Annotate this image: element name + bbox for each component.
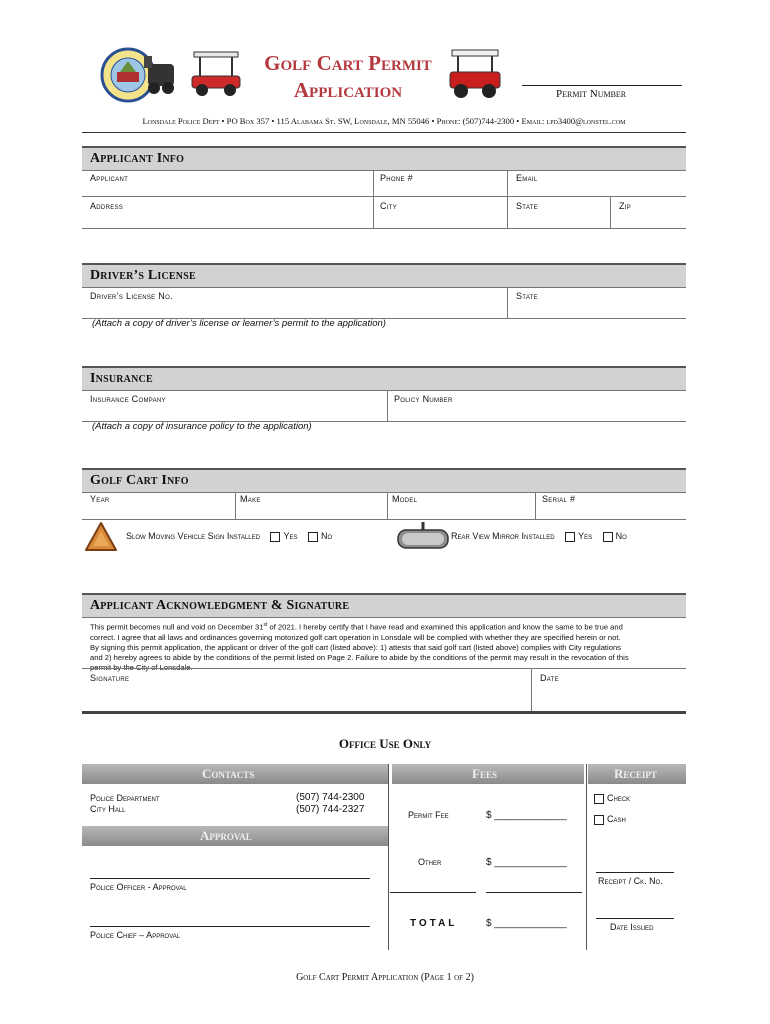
cash-checkbox[interactable] — [594, 815, 604, 825]
phone-field[interactable]: Phone # — [374, 170, 508, 197]
fees-right-divider — [586, 764, 587, 950]
license-attach-note: (Attach a copy of driver’s license or learner’s permit to the application) — [92, 318, 386, 329]
form-title-line2: Application — [293, 78, 403, 102]
cash-label: Cash — [607, 814, 626, 824]
insurance-company-field[interactable]: Insurance Company — [82, 390, 388, 422]
permit-number-label: Permit Number — [556, 88, 627, 100]
total-amount[interactable]: $ _____________ — [486, 918, 567, 929]
mirror-yes-label: Yes — [578, 531, 593, 541]
check-checkbox[interactable] — [594, 794, 604, 804]
acknowledgment-text: This permit becomes null and void on December 31st of 2021. I hereby certify that I have read and examined this application and know the same to be true and correct. I agree that all laws and ordinances governing motorized golf cart operation in Lonsdale will be complied with whether they are specified herein or not. By signing this permit application, the applicant or driver of the golf cart (listed above): 1) attests that said golf cart (listed above) complies with City regulations and 2) hereby agrees to abide by the conditions of the permit listed on Page 2. Failure to abide by the conditions of the permit may result in the revocation of this permit by the City of Lonsdale. — [90, 622, 629, 672]
smv-no-label: No — [320, 531, 333, 541]
officer-approval-label: Police Officer - Approval — [90, 882, 187, 892]
police-dept-name: Police Department — [90, 793, 160, 803]
contacts-bar: Contacts — [82, 764, 388, 784]
check-label: Check — [607, 793, 631, 803]
signature-field[interactable]: Signature — [82, 668, 532, 712]
smv-sign-label: Slow Moving Vehicle Sign Installed — [126, 531, 260, 541]
chief-approval-label: Police Chief – Approval — [90, 930, 181, 940]
permit-fee-amount[interactable]: $ _____________ — [486, 810, 567, 821]
make-field[interactable]: Make — [236, 492, 388, 520]
acknowledgment-header: Applicant Acknowledgment & Signature — [82, 593, 686, 618]
zip-field[interactable]: Zip — [611, 197, 686, 229]
other-description-line[interactable] — [390, 892, 476, 893]
date-field[interactable]: Date — [532, 668, 686, 712]
insurance-header: Insurance — [82, 366, 686, 391]
city-hall-phone: (507) 744-2327 — [296, 804, 365, 815]
date-issued-label: Date Issued — [610, 922, 654, 932]
drivers-license-number-field[interactable]: Driver’s License No. — [82, 287, 508, 319]
date-issued-line[interactable] — [596, 918, 674, 919]
model-field[interactable]: Model — [388, 492, 536, 520]
check-option — [594, 793, 630, 804]
fees-bar: Fees — [392, 764, 584, 784]
fees-left-divider — [388, 764, 389, 950]
golf-cart-white-image — [188, 50, 244, 98]
officer-approval-line[interactable] — [90, 878, 370, 879]
approval-bar: Approval — [82, 826, 388, 846]
ack-bottom-rule — [82, 711, 686, 714]
rear-view-mirror-question — [451, 531, 627, 542]
smv-no-checkbox[interactable] — [308, 532, 318, 542]
other-amount-underline — [486, 892, 582, 893]
license-state-field[interactable]: State — [508, 287, 686, 319]
applicant-field[interactable]: Applicant — [82, 170, 374, 197]
city-field[interactable]: City — [374, 197, 508, 229]
smv-yes-label: Yes — [283, 531, 298, 541]
department-address: Lonsdale Police Dept • PO Box 357 • 115 Alabama St. SW, Lonsdale, MN 55046 • Phone: (507)744-2300 • Email: lpd3400@lonstel.com — [142, 116, 626, 126]
permit-fee-label: Permit Fee — [408, 810, 449, 820]
email-field[interactable]: Email — [508, 170, 686, 197]
mirror-no-label: No — [615, 531, 627, 541]
drivers-license-header: Driver’s License — [82, 263, 686, 288]
chief-approval-line[interactable] — [90, 926, 370, 927]
insurance-attach-note: (Attach a copy of insurance policy to the application) — [92, 421, 312, 432]
slow-moving-vehicle-sign-icon — [84, 521, 118, 558]
mirror-yes-checkbox[interactable] — [565, 532, 575, 542]
smv-sign-question — [126, 531, 332, 542]
receipt-bar: Receipt — [588, 764, 686, 784]
rear-view-mirror-icon — [396, 520, 450, 557]
other-fee-amount[interactable]: $ _____________ — [486, 857, 567, 868]
other-fee-label: Other — [418, 857, 442, 867]
address-field[interactable]: Address — [82, 197, 374, 229]
office-use-only-title: Office Use Only — [338, 736, 432, 751]
contact-phones — [296, 792, 364, 816]
header-divider — [82, 132, 686, 133]
permit-number-line[interactable] — [522, 85, 682, 86]
serial-field[interactable]: Serial # — [536, 492, 686, 520]
golf-cart-info-header: Golf Cart Info — [82, 468, 686, 493]
page-footer: Golf Cart Permit Application (Page 1 of 2) — [296, 972, 474, 983]
year-field[interactable]: Year — [82, 492, 236, 520]
police-phone: (507) 744-2300 — [296, 792, 365, 803]
total-label: TOTAL — [410, 918, 458, 929]
police-dept-contact — [90, 793, 159, 815]
smv-yes-checkbox[interactable] — [270, 532, 280, 542]
form-title-line1: Golf Cart Permit — [264, 51, 432, 75]
receipt-number-label: Receipt / Ck. No. — [598, 876, 663, 886]
golf-cart-red-image — [446, 48, 504, 100]
city-hall-name: City Hall — [90, 804, 126, 814]
receipt-number-line[interactable] — [596, 872, 674, 873]
applicant-info-header: Applicant Info — [82, 146, 686, 171]
mirror-no-checkbox[interactable] — [603, 532, 613, 542]
mirror-label: Rear View Mirror Installed — [451, 531, 555, 541]
state-field[interactable]: State — [508, 197, 611, 229]
policy-number-field[interactable]: Policy Number — [388, 390, 686, 422]
city-seal-logo — [100, 46, 178, 104]
cash-option — [594, 814, 626, 825]
